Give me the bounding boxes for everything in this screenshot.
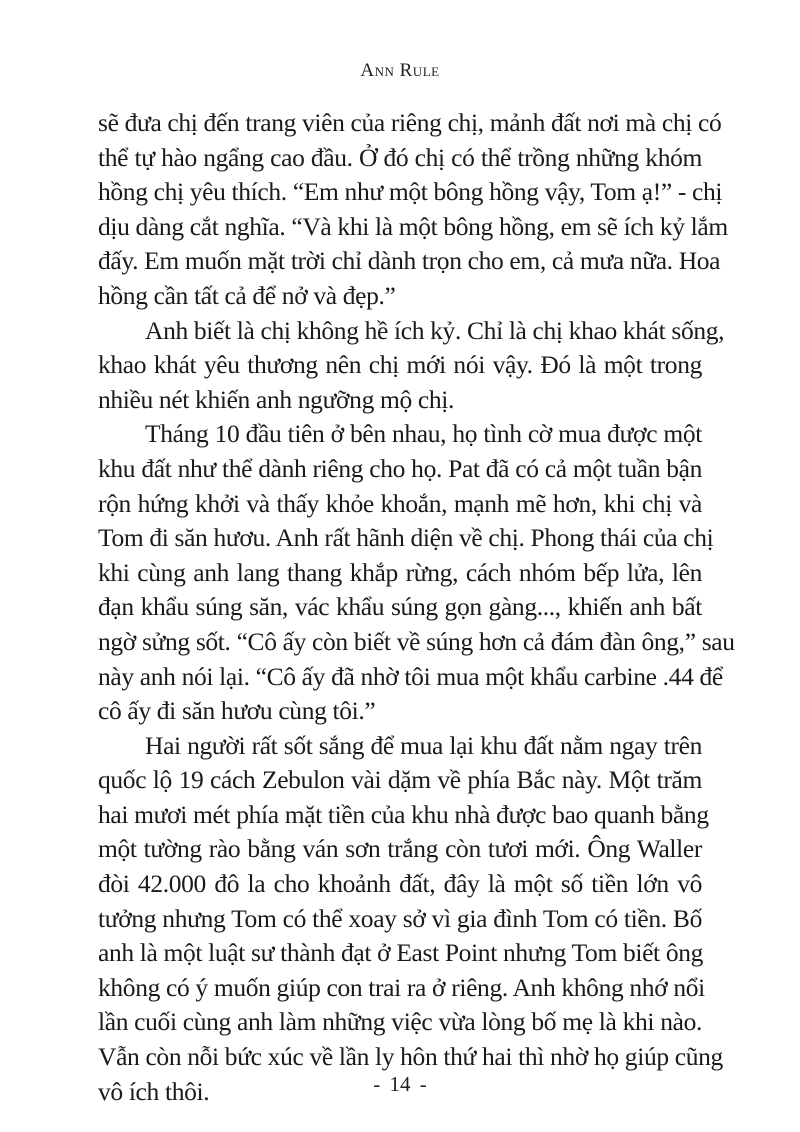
page-number: - 14 - <box>373 1072 427 1096</box>
text-line: ngờ sửng sốt. “Cô ấy còn biết về súng hơn cả đám đàn ông,” sau <box>98 626 735 656</box>
text-line: khao khát yêu thương nên chị mới nói vậy. Đó là một trong <box>98 350 702 380</box>
text-line: anh là một luật sư thành đạt ở East Point nhưng Tom biết ông <box>98 938 704 968</box>
text-line: hai mươi mét phía mặt tiền của khu nhà được bao quanh bằng <box>98 799 709 829</box>
text-line: lần cuối cùng anh làm những việc vừa lòng bố mẹ là khi nào. <box>98 1007 702 1037</box>
text-line: cô ấy đi săn hươu cùng tôi.” <box>98 696 376 726</box>
text-line: Anh biết là chị không hề ích kỷ. Chỉ là chị khao khát sống, <box>145 315 725 345</box>
running-header-author: Ann Rule <box>360 60 440 81</box>
text-line: vô ích thôi. <box>98 1076 210 1106</box>
text-line: hồng cần tất cả để nở và đẹp.” <box>98 280 396 310</box>
paragraph <box>98 729 723 1110</box>
text-line: sẽ đưa chị đến trang viên của riêng chị, mảnh đất nơi mà chị có <box>98 108 722 137</box>
text-line: dịu dàng cắt nghĩa. “Và khi là một bông hồng, em sẽ ích kỷ lắm <box>98 211 728 241</box>
paragraph <box>98 314 725 418</box>
text-line: rộn hứng khởi và thấy khỏe khoắn, mạnh mẽ hơn, khi chị và <box>98 488 702 518</box>
text-line: thể tự hào ngẩng cao đầu. Ở đó chị có thể trồng những khóm <box>98 142 702 172</box>
paragraph <box>98 106 728 314</box>
text-line: hồng chị yêu thích. “Em như một bông hồng vậy, Tom ạ!” - chị <box>98 177 723 207</box>
text-line: khi cùng anh lang thang khắp rừng, cách nhóm bếp lửa, lên <box>98 557 702 587</box>
text-line: Tom đi săn hươu. Anh rất hãnh diện về chị. Phong thái của chị <box>98 523 714 553</box>
text-line: quốc lộ 19 cách Zebulon vài dặm về phía Bắc này. Một trăm <box>98 765 702 795</box>
text-line: Vẫn còn nỗi bức xúc về lần ly hôn thứ hai thì nhờ họ giúp cũng <box>98 1042 723 1072</box>
text-line: đòi 42.000 đô la cho khoảnh đất, đây là một số tiền lớn vô <box>98 869 702 899</box>
text-line: tưởng nhưng Tom có thể xoay sở vì gia đình Tom có tiền. Bố <box>98 903 702 933</box>
text-line: đấy. Em muốn mặt trời chỉ dành trọn cho em, cả mưa nữa. Hoa <box>98 246 721 276</box>
text-line: đạn khẩu súng săn, vác khẩu súng gọn gàng..., khiến anh bất <box>98 592 702 622</box>
text-line: một tường rào bằng ván sơn trắng còn tươi mới. Ông Waller <box>98 834 702 864</box>
text-line: không có ý muốn giúp con trai ra ở riêng. Anh không nhớ nổi <box>98 972 705 1002</box>
paragraph <box>98 417 735 728</box>
body-text <box>98 106 735 1109</box>
text-line: Hai người rất sốt sắng để mua lại khu đất nằm ngay trên <box>145 730 702 760</box>
text-line: nhiều nét khiến anh ngưỡng mộ chị. <box>98 384 455 414</box>
text-line: Tháng 10 đầu tiên ở bên nhau, họ tình cờ mua được một <box>145 419 702 449</box>
text-line: này anh nói lại. “Cô ấy đã nhờ tôi mua một khẩu carbine .44 để <box>98 661 723 691</box>
text-line: khu đất như thể dành riêng cho họ. Pat đã có cả một tuần bận <box>98 453 702 483</box>
